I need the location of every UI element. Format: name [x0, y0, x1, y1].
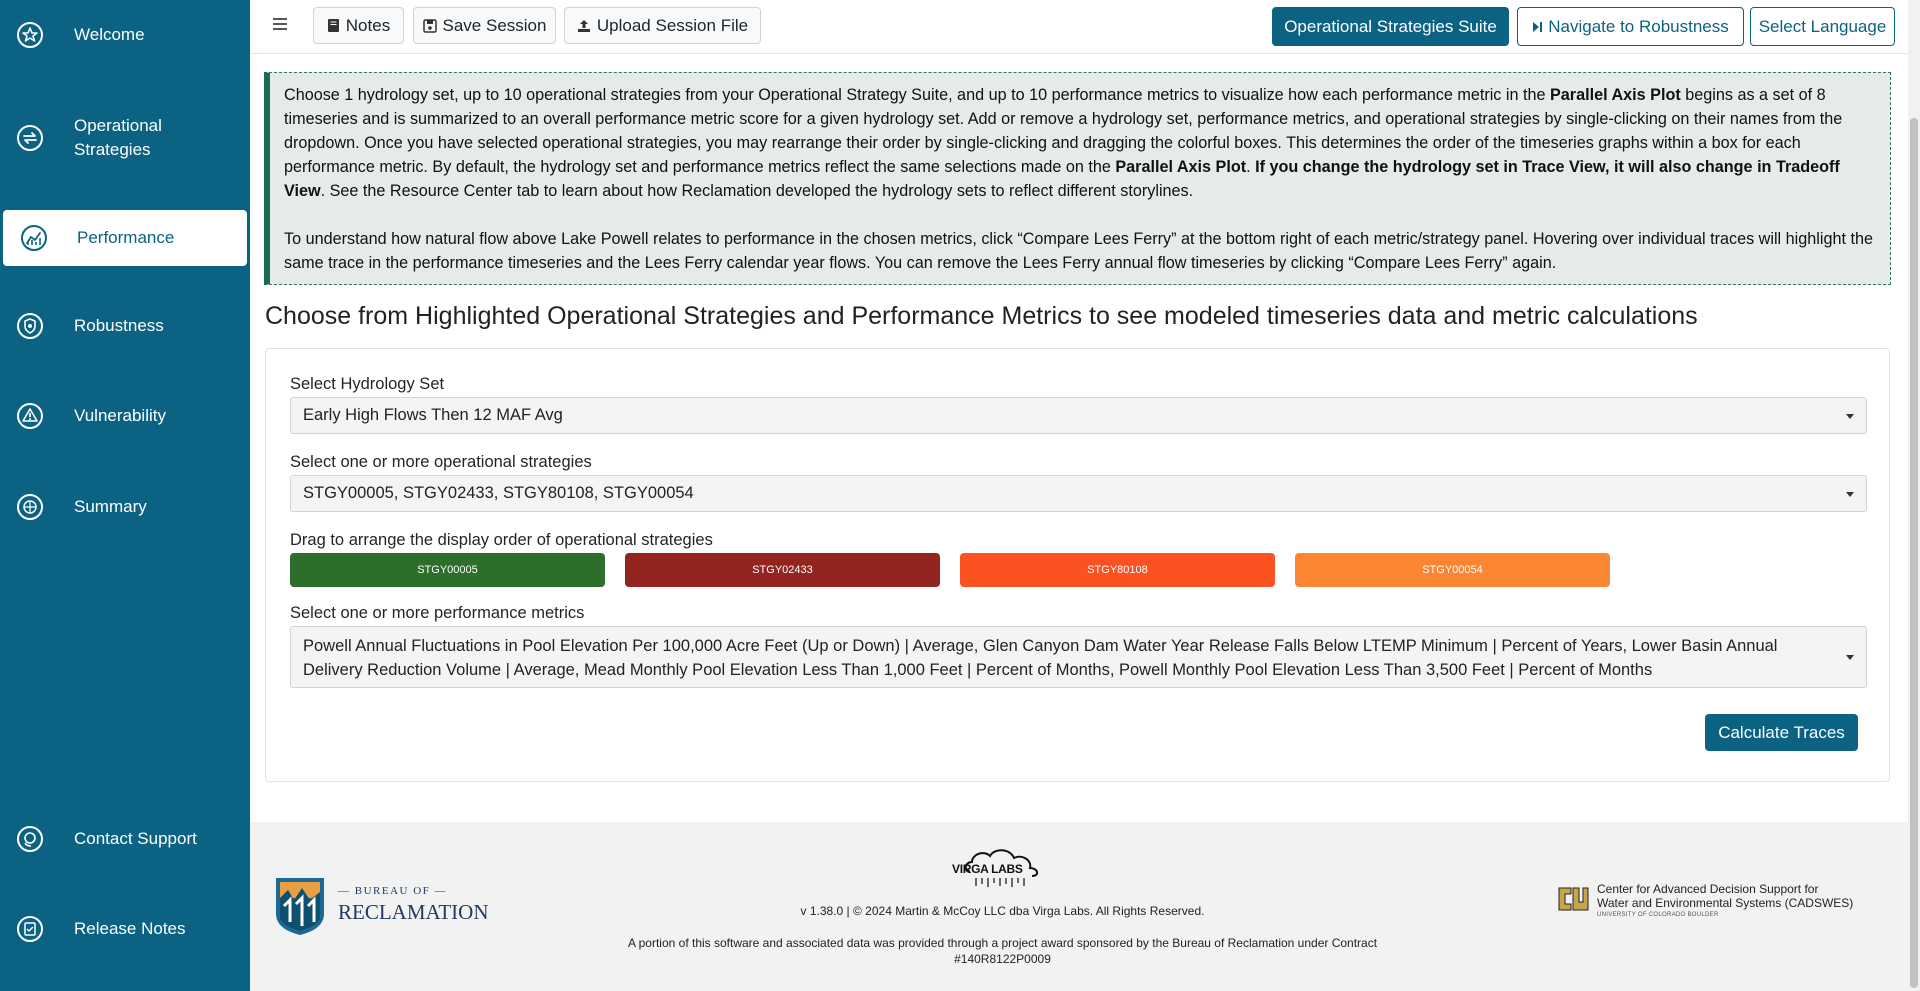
chip-label: STGY80108 — [1087, 564, 1148, 576]
chip-label: STGY02433 — [752, 564, 813, 576]
cadswes-logo[interactable] — [1557, 882, 1887, 932]
sidebar-item-robustness[interactable] — [0, 311, 250, 341]
virga-labs-text: VIRGA LABS — [952, 862, 1023, 876]
warning-circle-icon — [15, 401, 45, 431]
reclamation-title: RECLAMATION — [338, 900, 489, 924]
sidebar-item-label: Release Notes — [74, 919, 186, 938]
sidebar-item-label: Performance — [77, 228, 175, 247]
sidebar-item-label: Vulnerability — [74, 406, 166, 425]
notes-button[interactable] — [313, 7, 404, 44]
scrollbar-thumb[interactable] — [1910, 118, 1918, 988]
footer — [250, 822, 1908, 991]
instructions-text: Choose 1 hydrology set, up to 10 operational strategies from your Operational Strategy Suite, and up to 10 performance metrics to visualize how each performance metric in the — [284, 86, 1550, 104]
instructions-text: begins as a set of 8 timeseries and is summarized to an overall performance metric score for a given hydrology set. Add or remove a hydrology set, performance metrics, and operational strategies by single-clicking on their names from the dropdown. Once you have selected operational strategies, you may rearrange their order by single-clicking and dragging the colorful boxes. This determines the order of the timeseries graphs within a box for each performance metric. By default, the hydrology set and performance metrics reflect the same selections made on the — [284, 86, 1843, 176]
instructions-text: . — [1246, 158, 1256, 176]
instructions-bold: If you change the hydrology set in Trace View, it will also change in Tradeoff View — [284, 158, 1840, 200]
arrows-cycle-icon — [15, 123, 45, 153]
language-label: Select Language — [1758, 16, 1887, 36]
instructions-bold: Parallel Axis Plot — [1115, 158, 1247, 176]
select-language-button[interactable] — [1750, 7, 1895, 46]
sidebar-item-summary[interactable] — [0, 492, 250, 522]
sidebar-item-operational-strategies[interactable] — [0, 112, 250, 162]
hydrology-select[interactable] — [290, 397, 1867, 434]
sidebar — [0, 0, 250, 991]
save-session-button[interactable] — [413, 7, 556, 44]
shield-circle-icon — [15, 311, 45, 341]
strategy-chip[interactable] — [1295, 553, 1610, 587]
cadswes-line-2: Water and Environmental Systems (CADSWES) — [1597, 896, 1854, 910]
strategy-chip[interactable] — [625, 553, 940, 587]
calculate-label: Calculate Traces — [1718, 722, 1845, 742]
sidebar-item-release-notes[interactable] — [0, 914, 250, 944]
scrollbar[interactable] — [1908, 0, 1920, 991]
upload-icon — [577, 19, 591, 33]
strategy-chip[interactable] — [290, 553, 605, 587]
instructions-text: . See the Resource Center tab to learn about how Reclamation developed the hydrology sets to reflect different storylines. — [320, 182, 1194, 200]
skip-forward-icon — [1532, 21, 1543, 33]
chip-label: STGY00005 — [417, 564, 478, 576]
main-content — [250, 0, 1920, 991]
university-name: UNIVERSITY OF COLORADO BOULDER — [1597, 912, 1719, 918]
upload-session-label: Upload Session File — [596, 15, 749, 35]
star-circle-icon — [15, 20, 45, 50]
version-text: v 1.38.0 | © 2024 Martin & McCoy LLC dba Virga Labs. All Rights Reserved. — [800, 904, 1205, 918]
globe-chart-icon — [15, 492, 45, 522]
sidebar-item-label: Summary — [74, 497, 147, 516]
instructions-bold: Parallel Axis Plot — [1550, 86, 1681, 104]
reclamation-subtitle: — BUREAU OF — — [338, 885, 448, 897]
sidebar-item-label: Welcome — [74, 25, 145, 44]
selection-card — [265, 348, 1890, 782]
notes-label: Notes — [345, 15, 391, 35]
strategy-chip[interactable] — [960, 553, 1275, 587]
calculate-traces-button[interactable] — [1705, 714, 1858, 751]
cu-logo-icon — [1557, 884, 1589, 914]
suite-label: Operational Strategies Suite — [1284, 16, 1497, 36]
strategies-value: STGY00005, STGY02433, STGY80108, STGY00054 — [303, 484, 694, 502]
sidebar-item-label: Contact Support — [74, 829, 197, 848]
metrics-select[interactable] — [290, 626, 1867, 688]
section-title: Choose from Highlighted Operational Strategies and Performance Metrics to see modeled timeseries data and metric calculations — [265, 302, 1698, 330]
disclaimer-text: A portion of this software and associated data was provided through a project award sponsored by the Bureau of Reclamation under Contract — [627, 936, 1378, 950]
metrics-label: Select one or more performance metrics — [290, 604, 585, 622]
instructions-paragraph-1 — [284, 83, 1876, 203]
chip-label: STGY00054 — [1422, 564, 1483, 576]
robustness-label: Navigate to Robustness — [1548, 16, 1729, 36]
chevron-down-icon — [1846, 492, 1854, 497]
hydrology-value: Early High Flows Then 12 MAF Avg — [303, 406, 563, 424]
cadswes-line-1: Center for Advanced Decision Support for — [1597, 882, 1819, 896]
sidebar-item-performance[interactable] — [3, 210, 247, 266]
virga-labs-logo[interactable] — [950, 846, 1054, 888]
instructions-panel — [264, 72, 1891, 285]
sidebar-item-vulnerability[interactable] — [0, 401, 250, 431]
navigate-to-robustness-button[interactable] — [1517, 7, 1744, 46]
upload-session-button[interactable] — [564, 7, 761, 44]
notebook-icon — [327, 18, 340, 33]
sidebar-item-contact-support[interactable] — [0, 824, 250, 854]
checklist-circle-icon — [15, 914, 45, 944]
strategies-select[interactable] — [290, 475, 1867, 512]
operational-strategies-suite-button[interactable] — [1272, 7, 1509, 46]
save-session-label: Save Session — [442, 15, 547, 35]
save-icon — [423, 19, 437, 33]
instructions-paragraph-2: To understand how natural flow above Lake Powell relates to performance in the chosen metrics, click “Compare Lees Ferry” at the bottom right of each metric/strategy panel. Hovering over individual traces will highlight the same trace in the performance timeseries and the Lees Ferry calendar year flows. You can remove the Lees Ferry annual flow timeseries by clicking “Compare Lees Ferry” again. — [284, 230, 1873, 272]
sidebar-item-label: Operational Strategies — [74, 116, 162, 159]
contract-number: #140R8122P0009 — [954, 952, 1051, 966]
sidebar-item-label: Robustness — [74, 316, 164, 335]
drag-order-label: Drag to arrange the display order of operational strategies — [290, 531, 713, 549]
metrics-value: Powell Annual Fluctuations in Pool Elevation Per 100,000 Acre Feet (Up or Down) | Average, Glen Canyon Dam Water Year Release Falls Below LTEMP Minimum | Percent of Years, Lower Basin Annual Delivery Reduction Volume | Average, Mead Monthly Pool Elevation Less Than 1,000 Feet | Percent of Months, Powell Monthly Pool Elevation Less Than 3,500 Feet | Percent of Months — [303, 637, 1778, 679]
strategies-label: Select one or more operational strategies — [290, 453, 592, 471]
sidebar-item-welcome[interactable] — [0, 20, 250, 50]
chevron-down-icon — [1846, 655, 1854, 660]
hydrology-label: Select Hydrology Set — [290, 375, 445, 393]
top-toolbar — [250, 0, 1908, 54]
support-circle-icon — [15, 824, 45, 854]
cadswes-name — [1597, 882, 1853, 910]
chevron-down-icon — [1846, 414, 1854, 419]
chart-circle-icon — [19, 223, 49, 253]
hamburger-menu-icon[interactable] — [272, 14, 290, 32]
